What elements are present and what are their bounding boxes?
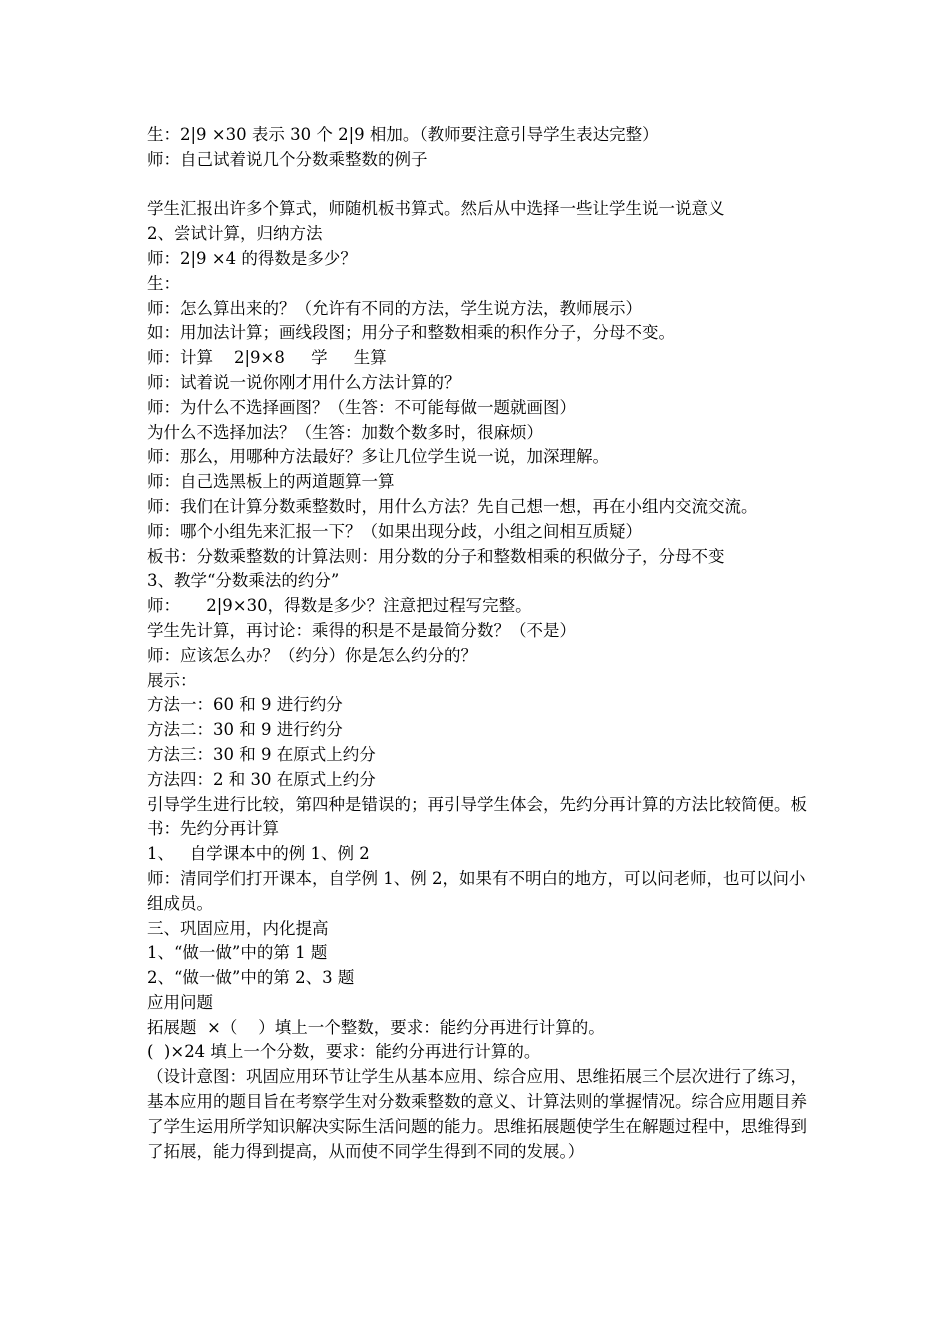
text-line: 3、教学“分数乘法的约分” [147,571,340,591]
text-line: 1、 自学课本中的例 1、例 2 [147,844,370,864]
text-line: 师：为什么不选择画图？（生答：不可能每做一题就画图） [147,397,576,417]
text-line: 师：那么，用哪种方法最好？多让几位学生说一说，加深理解。 [147,447,609,467]
text-line: 师： 2|9×30，得数是多少？注意把过程写完整。 [147,596,532,616]
text-line: ( )×24 填上一个分数，要求：能约分再进行计算的。 [147,1042,541,1062]
text-line: 三、巩固应用，内化提高 [147,918,329,938]
text-line: （设计意图：巩固应用环节让学生从基本应用、综合应用、思维拓展三个层次进行了练习，基本应用的题目旨在考察学生对分数乘整数的意义、计算法则的掌握情况。综合应用题目养了学生运用所学知识解决实际生活问题的能力。思维拓展题使学生在解题过程中，思维得到了拓展，能力得到提高，从而使不同学生得到不同的发展。） [147,1067,807,1161]
text-line: 2、“做一做”中的第 2、3 题 [147,968,355,988]
text-line: 师：试着说一说你刚才用什么方法计算的？ [147,372,461,392]
text-line: 为什么不选择加法？（生答：加数个数多时，很麻烦） [147,422,543,442]
text-line: 应用问题 [147,992,213,1012]
text-line: 师：自己选黑板上的两道题算一算 [147,472,395,492]
document-body [147,123,817,1164]
text-line: 展示： [147,670,197,690]
text-line: 拓展题 ×（ ）填上一个整数，要求：能约分再进行计算的。 [147,1017,605,1037]
text-line: 师：2|9 ×4 的得数是多少？ [147,248,357,268]
text-line: 师：哪个小组先来汇报一下？（如果出现分歧，小组之间相互质疑） [147,521,642,541]
text-line: 引导学生进行比较，第四种是错误的；再引导学生体会，先约分再计算的方法比较简便。板书：先约分再计算 [147,794,807,839]
text-line: 方法三：30 和 9 在原式上约分 [147,744,376,764]
blank-line [147,173,817,198]
text-line: 如：用加法计算；画线段图；用分子和整数相乘的积作分子，分母不变。 [147,323,675,343]
text-line: 板书：分数乘整数的计算法则：用分数的分子和整数相乘的积做分子，分母不变 [147,546,725,566]
text-line: 师：清同学们打开课本，自学例 1、例 2，如果有不明白的地方，可以问老师，也可以问小组成员。 [147,868,806,913]
text-line: 师：计算 2|9×8 学 生算 [147,348,387,368]
text-line: 学生汇报出许多个算式，师随机板书算式。然后从中选择一些让学生说一说意义 [147,199,725,219]
text-line: 师：应该怎么办？（约分）你是怎么约分的？ [147,645,477,665]
text-line: 师：怎么算出来的？（允许有不同的方法，学生说方法，教师展示） [147,298,642,318]
text-line: 师：自己试着说几个分数乘整数的例子 [147,149,428,169]
text-line: 学生先计算，再讨论：乘得的积是不是最简分数？（不是） [147,620,576,640]
text-line: 方法二：30 和 9 进行约分 [147,720,343,740]
text-line: 师：我们在计算分数乘整数时，用什么方法？先自己想一想，再在小组内交流交流。 [147,496,758,516]
text-line: 方法四：2 和 30 在原式上约分 [147,769,376,789]
text-line: 1、“做一做”中的第 1 题 [147,943,328,963]
text-line: 生：2|9 ×30 表示 30 个 2|9 相加。（教师要注意引导学生表达完整） [147,125,659,144]
text-line: 方法一：60 和 9 进行约分 [147,695,343,715]
text-line: 生： [147,273,180,293]
text-line: 2、尝试计算，归纳方法 [147,224,323,244]
